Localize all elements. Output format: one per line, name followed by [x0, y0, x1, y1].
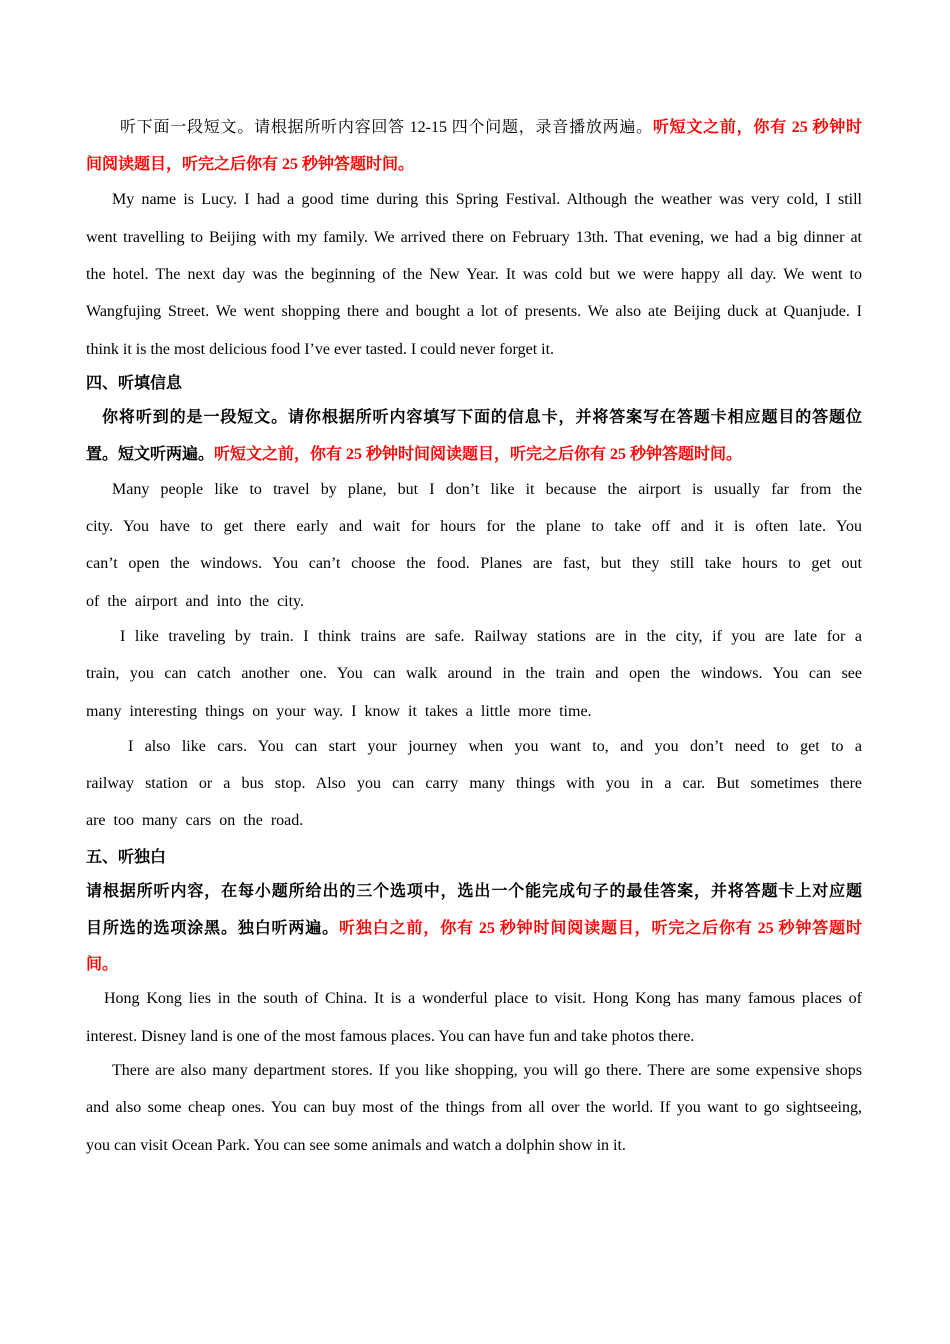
section4-passage-line: are too many cars on the road.	[86, 812, 304, 829]
section3-passage-line: think it is the most delicious food I’ve ever tasted. I could never forget it.	[86, 341, 555, 358]
section3-passage-line: My name is Lucy. I had a good time during this Spring Festival. Although the weather was very cold, I still	[112, 191, 862, 208]
section3-intro-red: 听短文之前，你有 25 秒钟时	[652, 119, 862, 136]
section3-passage-line: went travelling to Beijing with my family. We arrived there on February 13th. That evening, we had a big dinner at	[86, 229, 862, 246]
section5-instruction-red: 听独白之前，你有 25 秒钟时间阅读题目，听完之后你有 25 秒钟答题时	[339, 920, 862, 937]
section4-passage-line: many interesting things on your way. I know it takes a little more time.	[86, 703, 592, 720]
section4-passage-line: I also like cars. You can start your journey when you want to, and you don’t need to get to a	[128, 738, 862, 755]
section4-passage-line: railway station or a bus stop. Also you can carry many things with you in a car. But sometimes there	[86, 775, 862, 792]
section5-instruction-line2: 目所选的选项涂黑。独白听两遍。听独白之前，你有 25 秒钟时间阅读题目，听完之后你有 25 秒钟答题时	[86, 920, 862, 937]
section5-instruction-line3: 间。	[86, 956, 119, 973]
section5-passage-line: you can visit Ocean Park. You can see some animals and watch a dolphin show in it.	[86, 1137, 626, 1154]
section4-passage-line: train, you can catch another one. You can walk around in the train and open the windows. You can see	[86, 665, 862, 682]
section5-passage-line: There are also many department stores. If you like shopping, you will go there. There are some expensive shops	[112, 1062, 862, 1079]
section5-passage-line: and also some cheap ones. You can buy most of the things from all over the world. If you want to go sightseeing,	[86, 1099, 862, 1116]
section4-instruction-line2: 置。短文听两遍。听短文之前，你有 25 秒钟时间阅读题目，听完之后你有 25 秒钟答题时间。	[86, 446, 743, 463]
section4-heading: 四、听填信息	[86, 375, 183, 392]
section4-passage-line: of the airport and into the city.	[86, 593, 305, 610]
section5-passage-line: interest. Disney land is one of the most famous places. You can have fun and take photos there.	[86, 1028, 695, 1045]
section4-passage-line: I like traveling by train. I think trains are safe. Railway stations are in the city, if you are late for a	[120, 628, 862, 645]
section5-passage-line: Hong Kong lies in the south of China. It is a wonderful place to visit. Hong Kong has many famous places of	[104, 990, 862, 1007]
section4-passage-line: city. You have to get there early and wait for hours for the plane to take off and it is often late. You	[86, 518, 862, 535]
section3-intro-line1: 听下面一段短文。请根据所听内容回答 12-15 四个问题，录音播放两遍。听短文之前，你有 25 秒钟时	[120, 119, 862, 136]
section3-passage-line: Wangfujing Street. We went shopping there and bought a lot of presents. We also ate Beijing duck at Quanjude. I	[86, 303, 862, 320]
section4-passage-line: can’t open the windows. You can’t choose the food. Planes are fast, but they still take hours to get out	[86, 555, 862, 572]
section5-instruction-line1: 请根据所听内容，在每小题所给出的三个选项中，选出一个能完成句子的最佳答案，并将答题卡上对应题	[86, 883, 862, 900]
section4-instruction-red: 听短文之前，你有 25 秒钟时间阅读题目，听完之后你有 25 秒钟答题时间。	[214, 446, 743, 463]
section5-heading: 五、听独白	[86, 849, 167, 866]
section3-passage-line: the hotel. The next day was the beginning of the New Year. It was cold but we were happy all day. We went to	[86, 266, 862, 283]
section4-instruction-line1: 你将听到的是一段短文。请你根据所听内容填写下面的信息卡，并将答案写在答题卡相应题目的答题位	[102, 409, 862, 426]
section3-intro-line2: 间阅读题目，听完之后你有 25 秒钟答题时间。	[86, 156, 415, 173]
section4-passage-line: Many people like to travel by plane, but I don’t like it because the airport is usually far from the	[112, 481, 862, 498]
